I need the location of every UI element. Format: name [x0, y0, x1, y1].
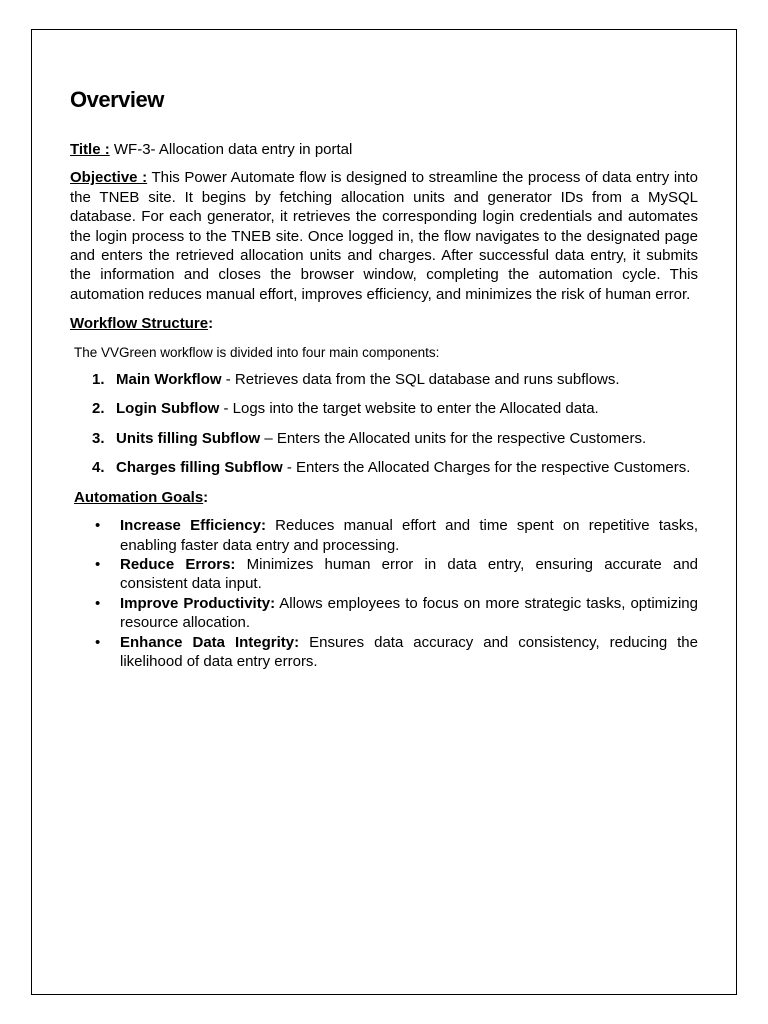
goals-heading-label: Automation Goals: [74, 488, 204, 506]
objective-paragraph: [70, 168, 698, 304]
goal-item: [70, 594, 698, 633]
workflow-intro: The VVGreen workflow is divided into four main components:: [74, 344, 440, 360]
step-number: 1.: [92, 371, 105, 389]
goal-name: Improve Productivity:: [120, 594, 276, 612]
document-body: [70, 86, 698, 671]
step-number: 3.: [92, 429, 105, 447]
objective-text: This Power Automate flow is designed to streamline the process of data entry into the TNEB site. It begins by fetching allocation units and generator IDs from a MySQL database. For each generator, it retrieves the corresponding login credentials and automates the login process to the TNEB site. Once logged in, the flow navigates to the designated page and enters the retrieved allocation units and charges. After successful data entry, it submits the information and closes the browser window, completing the automation cycle. This automation reduces manual effort, improves efficiency, and minimizes the risk of human error.: [70, 169, 698, 303]
step-description: - Logs into the target website to enter the Allocated data.: [219, 400, 599, 418]
goal-name: Enhance Data Integrity:: [120, 633, 300, 651]
bullet-icon: •: [95, 555, 101, 573]
goal-name: Increase Efficiency:: [120, 517, 266, 535]
workflow-step: [70, 370, 698, 389]
goal-item: [70, 516, 698, 555]
goal-item: [70, 555, 698, 594]
goal-description: Ensures data accuracy and consistency, reducing the likelihood of data entry errors.: [120, 633, 698, 670]
step-name: Charges filling Subflow: [116, 459, 283, 477]
goal-name: Reduce Errors:: [120, 555, 236, 573]
step-name: Login Subflow: [116, 400, 220, 418]
workflow-heading-colon: :: [208, 315, 214, 333]
step-name: Main Workflow: [116, 371, 222, 389]
goal-description: Allows employees to focus on more strategic tasks, optimizing resource allocation.: [120, 594, 698, 632]
step-name: Units filling Subflow: [116, 429, 261, 447]
bullet-icon: •: [95, 633, 101, 651]
goal-description: Reduces manual effort and time spent on repetitive tasks, enabling faster data entry and processing.: [120, 517, 698, 554]
step-description: - Retrieves data from the SQL database and runs subflows.: [221, 371, 620, 389]
page-title: Overview: [70, 87, 164, 112]
bullet-icon: •: [95, 517, 101, 535]
title-line: [70, 140, 698, 159]
automation-goals-list: [70, 516, 698, 671]
workflow-steps-list: [70, 370, 698, 478]
title-label: Title :: [70, 141, 110, 158]
workflow-step: [70, 429, 698, 448]
bullet-icon: •: [95, 594, 101, 612]
workflow-heading-label: Workflow Structure: [70, 315, 209, 333]
step-number: 2.: [92, 400, 105, 418]
step-number: 4.: [92, 459, 105, 477]
goals-heading-colon: :: [203, 488, 209, 506]
workflow-structure-heading: [70, 314, 698, 333]
workflow-step: [70, 399, 698, 418]
goal-description: Minimizes human error in data entry, ensuring accurate and consistent data input.: [120, 555, 698, 593]
automation-goals-heading: [74, 488, 698, 507]
objective-label: Objective :: [70, 169, 148, 187]
goal-item: [70, 633, 698, 672]
step-description: – Enters the Allocated units for the respective Customers.: [260, 429, 647, 447]
workflow-step: [70, 458, 698, 477]
title-value: WF-3- Allocation data entry in portal: [109, 141, 353, 158]
step-description: - Enters the Allocated Charges for the respective Customers.: [282, 459, 691, 477]
